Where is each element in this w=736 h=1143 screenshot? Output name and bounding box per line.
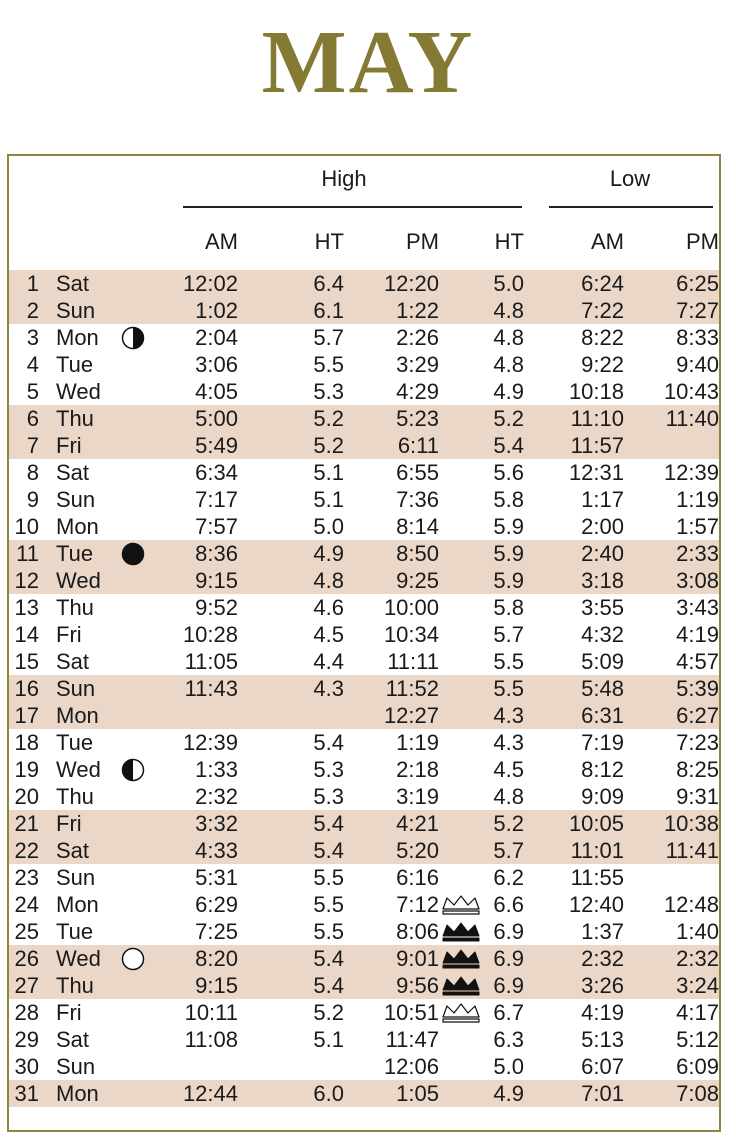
low-pm-time: 7:27 [676,298,719,323]
table-row [9,918,719,945]
day-number: 23 [14,865,39,890]
day-number: 8 [26,460,39,485]
low-am-time: 9:22 [581,352,624,377]
high-pm-height: 4.8 [493,352,524,377]
low-pm-time: 3:43 [676,595,719,620]
low-pm-time: 3:08 [676,568,719,593]
low-pm-time: 4:57 [676,649,719,674]
high-pm-height: 5.9 [493,514,524,539]
high-pm-height: 5.9 [493,568,524,593]
table-row [9,270,719,297]
high-am-time: 11:43 [184,676,238,701]
high-am-height: 4.8 [313,568,344,593]
low-group-header: Low [609,166,651,191]
day-number: 30 [14,1054,39,1079]
high-am-time [159,702,238,729]
high-pm-height: 6.6 [493,892,524,917]
high-pm-time: 9:01 [396,946,439,971]
high-am-time: 2:04 [195,325,238,350]
low-am-time: 12:40 [568,892,624,917]
day-number: 12 [14,568,39,593]
low-pm-time [639,864,719,891]
high-am-height: 5.4 [313,973,344,998]
high-pm-height: 6.2 [493,865,524,890]
low-pm-time: 12:48 [663,892,719,917]
day-of-week: Thu [56,973,94,998]
low-pm-time: 7:23 [676,730,719,755]
day-of-week: Thu [56,784,94,809]
day-number: 15 [14,649,39,674]
table-row [9,891,719,918]
table-row [9,756,719,783]
high-am-time: 10:11 [184,1000,238,1025]
high-pm-height: 4.3 [493,730,524,755]
high-pm-height: 5.0 [493,271,524,296]
high-pm-time: 11:11 [387,649,439,674]
low-am-time: 8:22 [581,325,624,350]
low-am-time: 11:55 [570,865,624,890]
high-am-height: 5.3 [313,757,344,782]
high-pm-time: 3:19 [396,784,439,809]
day-of-week: Sat [56,271,90,296]
low-pm-time: 4:19 [676,622,719,647]
high-pm-height: 5.7 [493,838,524,863]
day-of-week: Sat [56,460,90,485]
high-am-height: 5.1 [313,1027,344,1052]
high-pm-time: 8:50 [396,541,439,566]
high-am-height: 5.5 [313,919,344,944]
day-number: 7 [26,433,39,458]
table-row [9,594,719,621]
high-pm-height: 4.8 [493,325,524,350]
filled-crown-icon [441,975,481,997]
high-am-time: 7:17 [195,487,238,512]
low-am-time: 10:05 [568,811,624,836]
high-am-time: 8:20 [195,946,238,971]
high-am-time: 12:02 [182,271,238,296]
high-pm-height: 6.9 [493,946,524,971]
high-am-height: 5.5 [313,892,344,917]
high-pm-height: 4.5 [493,757,524,782]
high-pm-time: 7:12 [396,892,439,917]
table-row [9,1026,719,1053]
high-pm-height: 6.9 [493,973,524,998]
high-am-height: 6.0 [313,1081,344,1106]
low-pm-time: 8:33 [676,325,719,350]
filled-crown-icon [441,921,481,943]
high-am-time: 7:25 [195,919,238,944]
low-pm-time: 1:40 [676,919,719,944]
high-am-height: 4.5 [313,622,344,647]
day-of-week: Sat [56,649,90,674]
high-am-time: 12:39 [182,730,238,755]
low-pm-time [639,432,719,459]
day-of-week: Tue [56,919,94,944]
last-quarter-moon-icon [121,758,145,782]
day-number: 13 [14,595,39,620]
high-am-time: 5:00 [195,406,238,431]
low-am-time: 7:19 [581,730,624,755]
high-pm-time: 5:20 [396,838,439,863]
high-am-height: 4.9 [313,541,344,566]
high-pm-time: 2:26 [396,325,439,350]
low-pm-time: 11:40 [665,406,719,431]
high-am-time: 4:05 [195,379,238,404]
first-quarter-moon-icon [121,326,145,350]
day-of-week: Tue [56,730,94,755]
low-am-time: 2:32 [581,946,624,971]
high-pm-height: 5.9 [493,541,524,566]
high-pm-time: 8:14 [396,514,439,539]
high-pm-header: PM [406,229,439,254]
high-am-time: 11:08 [184,1027,238,1052]
high-am-time: 4:33 [195,838,238,863]
high-am-height: 5.1 [313,460,344,485]
high-pm-time: 7:36 [396,487,439,512]
low-pm-time: 12:39 [663,460,719,485]
high-pm-height: 6.3 [493,1027,524,1052]
day-of-week: Mon [56,325,99,350]
day-of-week: Sun [56,676,96,701]
low-am-time: 1:37 [581,919,624,944]
day-of-week: Tue [56,352,94,377]
high-am-time: 5:31 [195,865,238,890]
low-am-time: 11:10 [570,406,624,431]
low-am-time: 4:19 [581,1000,624,1025]
low-pm-time: 5:39 [676,676,719,701]
high-am-height: 5.2 [313,433,344,458]
high-am-height: 4.4 [313,649,344,674]
high-pm-time: 10:51 [383,1000,439,1025]
high-am-time: 11:05 [184,649,238,674]
high-pm-time: 1:19 [396,730,439,755]
high-am-time: 2:32 [195,784,238,809]
high-am-height: 5.5 [313,352,344,377]
low-pm-time: 9:40 [676,352,719,377]
low-pm-time: 11:41 [665,838,719,863]
low-am-time: 11:57 [570,433,624,458]
day-of-week: Fri [56,1000,82,1025]
high-am-height [269,1053,344,1080]
low-am-time: 10:18 [568,379,624,404]
high-am-height: 5.3 [313,784,344,809]
high-am-time: 9:52 [195,595,238,620]
high-am-ht-header: HT [314,229,344,254]
day-of-week: Thu [56,406,94,431]
day-number: 5 [26,379,39,404]
day-of-week: Sat [56,838,90,863]
high-pm-height: 5.8 [493,595,524,620]
high-am-time: 5:49 [195,433,238,458]
low-am-header: AM [591,229,624,254]
table-row [9,837,719,864]
outline-crown-icon [441,1002,481,1024]
high-am-time: 12:44 [182,1081,238,1106]
high-am-time: 9:15 [195,568,238,593]
high-am-height: 5.1 [313,487,344,512]
day-of-week: Thu [56,595,94,620]
low-pm-time: 1:57 [676,514,719,539]
table-row [9,486,719,513]
low-group-rule [549,206,713,208]
high-pm-time: 4:29 [396,379,439,404]
low-am-time: 2:40 [581,541,624,566]
high-am-time: 3:32 [195,811,238,836]
table-row [9,783,719,810]
low-am-time: 5:13 [581,1027,624,1052]
table-row [9,459,719,486]
high-am-height: 5.2 [313,406,344,431]
high-am-time: 10:28 [182,622,238,647]
low-pm-time: 4:17 [676,1000,719,1025]
table-row [9,1053,719,1080]
high-pm-time: 10:00 [383,595,439,620]
day-of-week: Wed [56,946,101,971]
day-of-week: Mon [56,892,99,917]
high-pm-height: 5.2 [493,811,524,836]
day-number: 1 [26,271,39,296]
low-pm-time: 2:32 [676,946,719,971]
high-pm-height: 4.9 [493,1081,524,1106]
day-of-week: Sun [56,865,96,890]
low-am-time: 7:22 [581,298,624,323]
table-row [9,297,719,324]
day-of-week: Fri [56,811,82,836]
high-group-header: High [321,166,367,191]
low-am-time: 6:07 [581,1054,624,1079]
low-pm-time: 6:09 [676,1054,719,1079]
high-am-height: 6.1 [313,298,344,323]
high-pm-height: 6.7 [493,1000,524,1025]
day-number: 2 [26,298,39,323]
day-number: 22 [14,838,39,863]
day-number: 25 [14,919,39,944]
table-row [9,621,719,648]
day-number: 11 [16,541,39,566]
table-row [9,432,719,459]
filled-crown-icon [441,948,481,970]
high-pm-height: 5.7 [493,622,524,647]
table-row [9,405,719,432]
high-am-height: 5.7 [313,325,344,350]
low-am-time: 8:12 [581,757,624,782]
high-am-height: 5.4 [313,730,344,755]
day-number: 14 [14,622,39,647]
day-of-week: Mon [56,703,99,728]
high-pm-height: 5.4 [493,433,524,458]
day-number: 17 [14,703,39,728]
low-pm-time: 2:33 [676,541,719,566]
high-pm-height: 4.8 [493,298,524,323]
high-am-time: 3:06 [195,352,238,377]
low-am-time: 12:31 [568,460,624,485]
day-of-week: Fri [56,433,82,458]
table-row [9,540,719,567]
day-of-week: Mon [56,1081,99,1106]
table-row [9,324,719,351]
high-am-height: 5.4 [313,838,344,863]
low-am-time: 6:31 [581,703,624,728]
high-pm-height: 4.3 [493,703,524,728]
high-am-time: 7:57 [195,514,238,539]
high-pm-time: 6:11 [397,433,439,458]
low-am-time: 5:48 [581,676,624,701]
day-number: 16 [14,676,39,701]
high-am-time: 6:34 [195,460,238,485]
table-row [9,378,719,405]
day-number: 21 [14,811,39,836]
table-row [9,351,719,378]
day-number: 29 [14,1027,39,1052]
high-am-height: 5.0 [313,514,344,539]
day-of-week: Fri [56,622,82,647]
high-am-height [269,702,344,729]
day-of-week: Wed [56,379,101,404]
day-number: 4 [26,352,39,377]
high-pm-height: 5.0 [493,1054,524,1079]
low-pm-time: 5:12 [676,1027,719,1052]
high-pm-height: 4.9 [493,379,524,404]
low-pm-time: 3:24 [676,973,719,998]
high-pm-time: 6:55 [396,460,439,485]
high-pm-time: 3:29 [396,352,439,377]
day-number: 6 [26,406,39,431]
day-number: 28 [14,1000,39,1025]
high-am-height: 5.4 [313,946,344,971]
high-pm-time: 1:22 [396,298,439,323]
day-number: 19 [14,757,39,782]
low-am-time: 9:09 [581,784,624,809]
day-of-week: Sun [56,298,96,323]
low-am-time: 2:00 [581,514,624,539]
day-number: 26 [14,946,39,971]
day-of-week: Tue [56,541,94,566]
high-am-height: 4.3 [313,676,344,701]
high-pm-time: 10:34 [383,622,439,647]
day-of-week: Mon [56,514,99,539]
low-pm-time: 10:43 [663,379,719,404]
low-pm-time: 8:25 [676,757,719,782]
new-moon-icon [121,542,145,566]
table-row [9,567,719,594]
high-pm-height: 5.8 [493,487,524,512]
high-am-height: 5.3 [313,379,344,404]
day-number: 18 [14,730,39,755]
low-pm-time: 10:38 [663,811,719,836]
low-am-time: 6:24 [581,271,624,296]
high-pm-time: 11:47 [385,1027,439,1052]
low-pm-time: 6:25 [676,271,719,296]
high-am-time: 9:15 [195,973,238,998]
table-row [9,513,719,540]
page-title: MAY [261,13,475,112]
low-am-time: 3:26 [581,973,624,998]
day-of-week: Wed [56,568,101,593]
high-am-time: 8:36 [195,541,238,566]
high-pm-time: 9:56 [396,973,439,998]
high-am-time: 1:02 [195,298,238,323]
high-am-height: 5.5 [313,865,344,890]
high-pm-time: 12:06 [383,1054,439,1079]
low-am-time: 1:17 [581,487,624,512]
high-pm-ht-header: HT [494,229,524,254]
high-pm-height: 5.5 [493,676,524,701]
low-am-time: 7:01 [581,1081,624,1106]
high-am-height: 6.4 [313,271,344,296]
high-pm-time: 2:18 [396,757,439,782]
high-pm-time: 9:25 [396,568,439,593]
high-pm-height: 5.6 [493,460,524,485]
high-pm-height: 5.5 [493,649,524,674]
high-am-time: 1:33 [195,757,238,782]
day-number: 3 [26,325,39,350]
low-am-time: 4:32 [581,622,624,647]
high-pm-time: 12:20 [383,271,439,296]
table-row [9,729,719,756]
high-pm-time: 6:16 [396,865,439,890]
low-pm-time: 7:08 [676,1081,719,1106]
table-row [9,999,719,1026]
day-of-week: Wed [56,757,101,782]
low-pm-time: 6:27 [676,703,719,728]
low-am-time: 3:18 [581,568,624,593]
table-row [9,702,719,729]
low-pm-time: 9:31 [676,784,719,809]
high-am-header: AM [205,229,238,254]
table-row [9,1080,719,1107]
high-pm-height: 6.9 [493,919,524,944]
day-number: 9 [26,487,39,512]
low-am-time: 3:55 [581,595,624,620]
day-number: 10 [14,514,39,539]
day-of-week: Sun [56,487,96,512]
table-row [9,810,719,837]
high-am-height: 4.6 [313,595,344,620]
high-am-time [159,1053,238,1080]
high-pm-height: 4.8 [493,784,524,809]
table-row [9,675,719,702]
high-pm-time: 12:27 [383,703,439,728]
low-pm-header: PM [686,229,719,254]
day-of-week: Sun [56,1054,96,1079]
day-number: 27 [14,973,39,998]
high-am-height: 5.4 [313,811,344,836]
table-row [9,945,719,972]
high-pm-time: 1:05 [396,1081,439,1106]
outline-crown-icon [441,894,481,916]
table-row [9,648,719,675]
high-pm-time: 5:23 [396,406,439,431]
low-am-time: 5:09 [581,649,624,674]
full-moon-icon [121,947,145,971]
day-number: 20 [14,784,39,809]
day-of-week: Sat [56,1027,90,1052]
low-pm-time: 1:19 [676,487,719,512]
high-pm-time: 11:52 [385,676,439,701]
high-pm-time: 4:21 [396,811,439,836]
high-pm-height: 5.2 [493,406,524,431]
day-number: 31 [14,1081,39,1106]
high-am-time: 6:29 [195,892,238,917]
day-number: 24 [14,892,39,917]
high-group-rule [183,206,522,208]
table-row [9,864,719,891]
high-pm-time: 8:06 [396,919,439,944]
table-row [9,972,719,999]
low-am-time: 11:01 [570,838,624,863]
high-am-height: 5.2 [313,1000,344,1025]
